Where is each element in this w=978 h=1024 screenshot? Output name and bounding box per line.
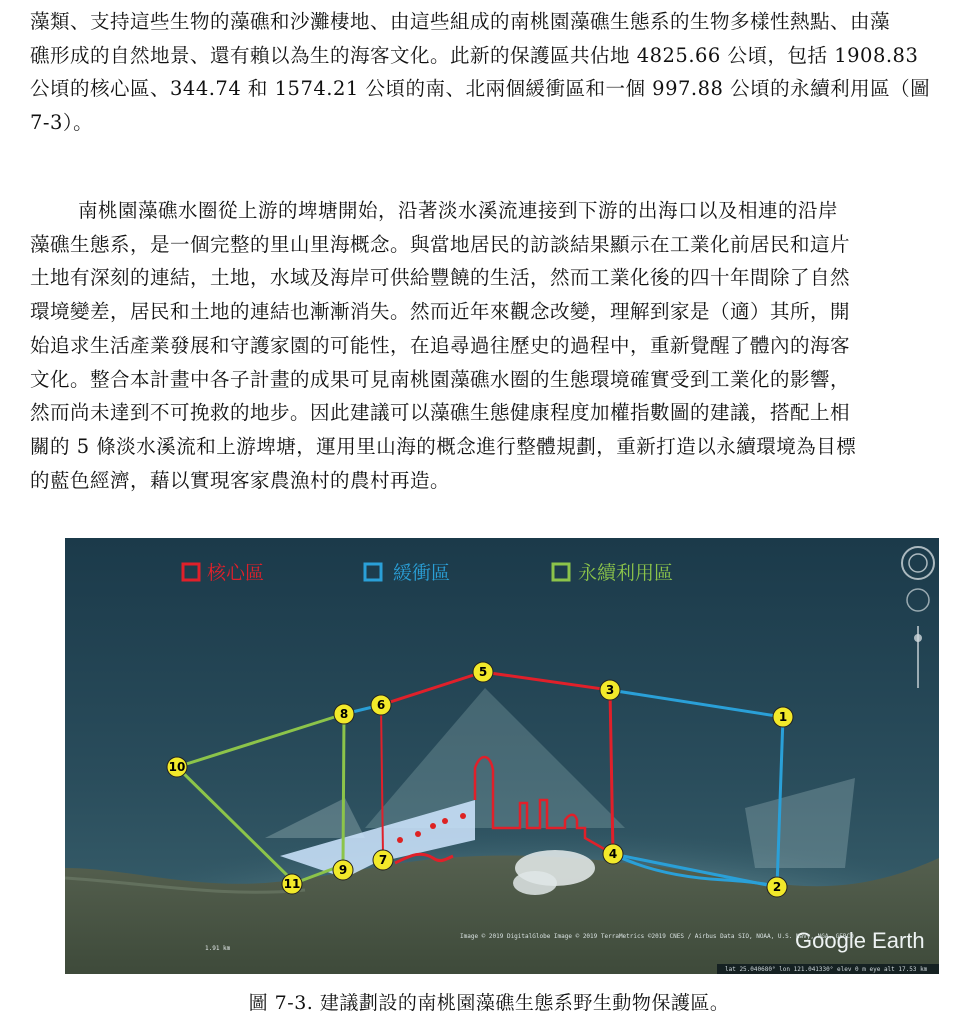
protected-area-map (65, 538, 939, 974)
text-line: 藻礁生態系，是一個完整的里山里海概念。與當地居民的訪談結果顯示在工業化前居民和這片 (30, 232, 851, 256)
vertex-marker (773, 707, 793, 727)
zoom-handle[interactable] (914, 634, 922, 642)
vertex-marker (371, 695, 391, 715)
vertex-marker (473, 662, 493, 682)
google-earth-watermark: Google Earth (795, 928, 925, 953)
cloud (513, 871, 557, 895)
vertex-marker (767, 877, 787, 897)
text-line: 藻類、支持這些生物的藻礁和沙灘棲地、由這些組成的南桃園藻礁生態系的生物多樣性熱點、由藻 (30, 10, 891, 33)
text-line: 礁形成的自然地景、還有賴以為生的海客文化。此新的保護區共佔地 4825.66 公頃，包括 1908.83 (30, 43, 919, 67)
vertex-marker (373, 850, 393, 870)
paragraph-2 (30, 194, 948, 497)
text-line: 土地有深刻的連結，土地，水域及海岸可供給豐饒的生活，然而工業化後的四十年間除了自然 (30, 266, 851, 290)
svg-text:1: 1 (778, 710, 788, 724)
svg-text:9: 9 (338, 863, 348, 877)
coordinate-readout: lat 25.040680° lon 121.041330° elev 0 m eye alt 17.53 km (725, 966, 928, 973)
text-line: 文化。整合本計畫中各子計畫的成果可見南桃園藻礁水圈的生態環境確實受到工業化的影響， (30, 367, 851, 391)
text-line: 然而尚未達到不可挽救的地步。因此建議可以藻礁生態健康程度加權指數圖的建議，搭配上相 (30, 401, 851, 425)
text-line: 7-3）。 (30, 111, 94, 135)
vertex-marker (167, 757, 187, 777)
vertex-marker (334, 704, 354, 724)
imagery-attribution: Image © 2019 DigitalGlobe Image © 2019 TerraMetrics ©2019 CNES / Airbus Data SIO, NOAA, U.S. Navy, NGA, GEBCO (460, 933, 854, 940)
figure-caption: 圖 7-3. 建議劃設的南桃園藻礁生態系野生動物保護區。 (248, 992, 730, 1014)
text-line: 環境變差，居民和土地的連結也漸漸消失。然而近年來觀念改變，理解到家是（適）其所，開 (30, 300, 851, 324)
svg-text:2: 2 (772, 880, 782, 894)
svg-text:4: 4 (608, 847, 618, 861)
text-line: 的藍色經濟，藉以實現客家農漁村的農村再造。 (30, 468, 451, 492)
text-line: 南桃園藻礁水圈從上游的埤塘開始，沿著淡水溪流連接到下游的出海口以及相連的沿岸 (78, 199, 839, 222)
svg-text:6: 6 (376, 698, 386, 712)
legend (183, 562, 673, 584)
svg-text:10: 10 (168, 760, 186, 774)
svg-text:11: 11 (283, 877, 301, 891)
vertex-marker (603, 844, 623, 864)
vertex-marker (333, 860, 353, 880)
text-line: 公頃的核心區、344.74 和 1574.21 公頃的南、北兩個緩衝區和一個 997.88 公頃的永續利用區（圖 (30, 77, 931, 101)
scale-label: 1.91 km (205, 945, 231, 952)
svg-text:8: 8 (339, 707, 349, 721)
vertex-marker (282, 874, 302, 894)
legend-buffer-label: 緩衝區 (393, 562, 451, 584)
svg-text:5: 5 (478, 665, 488, 679)
legend-core-label: 核心區 (207, 562, 265, 584)
text-line: 始追求生活產業發展和守護家園的可能性，在追尋過往歷史的過程中，重新覺醒了體內的海客 (30, 333, 851, 357)
paragraph-1 (30, 5, 948, 140)
svg-text:3: 3 (605, 683, 615, 697)
svg-text:7: 7 (378, 853, 388, 867)
vertex-marker (600, 680, 620, 700)
map-svg (65, 538, 939, 974)
legend-sustainable-label: 永續利用區 (578, 562, 674, 584)
text-line: 關的 5 條淡水溪流和上游埤塘，運用里山海的概念進行整體規劃，重新打造以永續環境為目標 (30, 434, 857, 458)
